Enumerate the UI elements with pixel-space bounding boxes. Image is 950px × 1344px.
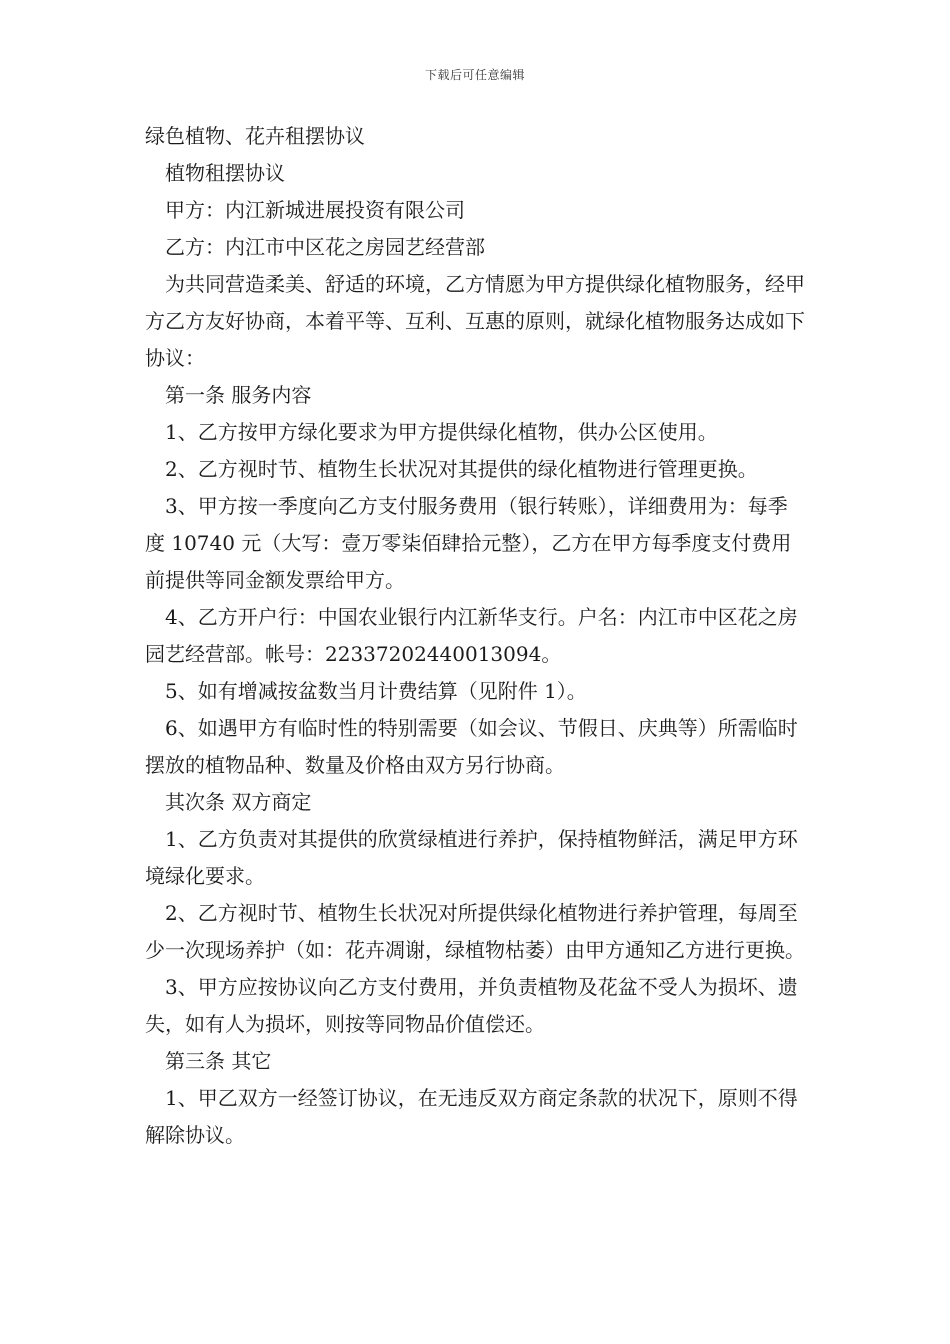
document-paragraph: 植物租摆协议	[165, 161, 285, 185]
document-paragraph: 甲方：内江新城进展投资有限公司	[165, 198, 465, 222]
document-paragraph: 4、乙方开户行：中国农业银行内江新华支行。户名：内江市中区花之房园艺经营部。帐号：22337202440013094。	[145, 605, 798, 666]
document-paragraph: 6、如遇甲方有临时性的特别需要（如会议、节假日、庆典等）所需临时摆放的植物品种、数量及价格由双方另行协商。	[145, 716, 798, 777]
document-paragraph: 3、甲方按一季度向乙方支付服务费用（银行转账），详细费用为：每季度 10740 元（大写：壹万零柒佰肆拾元整），乙方在甲方每季度支付费用前提供等同金额发票给甲方。	[145, 494, 792, 592]
document-paragraph: 3、甲方应按协议向乙方支付费用，并负责植物及花盆不受人为损坏、遗失，如有人为损坏，则按等同物品价值偿还。	[145, 975, 798, 1036]
document-paragraph: 为共同营造柔美、舒适的环境，乙方情愿为甲方提供绿化植物服务，经甲方乙方友好协商，本着平等、互利、互惠的原则，就绿化植物服务达成如下协议：	[145, 272, 805, 370]
document-paragraph: 第三条 其它	[165, 1049, 272, 1073]
document-paragraph: 1、乙方按甲方绿化要求为甲方提供绿化植物，供办公区使用。	[165, 420, 718, 444]
document-paragraph: 乙方：内江市中区花之房园艺经营部	[165, 235, 485, 259]
document-paragraph: 2、乙方视时节、植物生长状况对所提供绿化植物进行养护管理，每周至少一次现场养护（如：花卉凋谢，绿植物枯萎）由甲方通知乙方进行更换。	[145, 901, 805, 962]
document-paragraph: 5、如有增减按盆数当月计费结算（见附件 1）。	[165, 679, 587, 703]
page-header-note: 下载后可任意编辑	[424, 68, 525, 82]
document-paragraph: 1、甲乙双方一经签订协议，在无违反双方商定条款的状况下，原则不得解除协议。	[145, 1086, 798, 1147]
document-paragraph: 第一条 服务内容	[165, 383, 312, 407]
document-paragraph: 2、乙方视时节、植物生长状况对其提供的绿化植物进行管理更换。	[165, 457, 758, 481]
document-paragraph: 1、乙方负责对其提供的欣赏绿植进行养护，保持植物鲜活，满足甲方环境绿化要求。	[145, 827, 798, 888]
document-paragraph: 其次条 双方商定	[165, 790, 312, 814]
document-title: 绿色植物、花卉租摆协议	[145, 124, 365, 148]
document-body	[145, 118, 807, 1154]
